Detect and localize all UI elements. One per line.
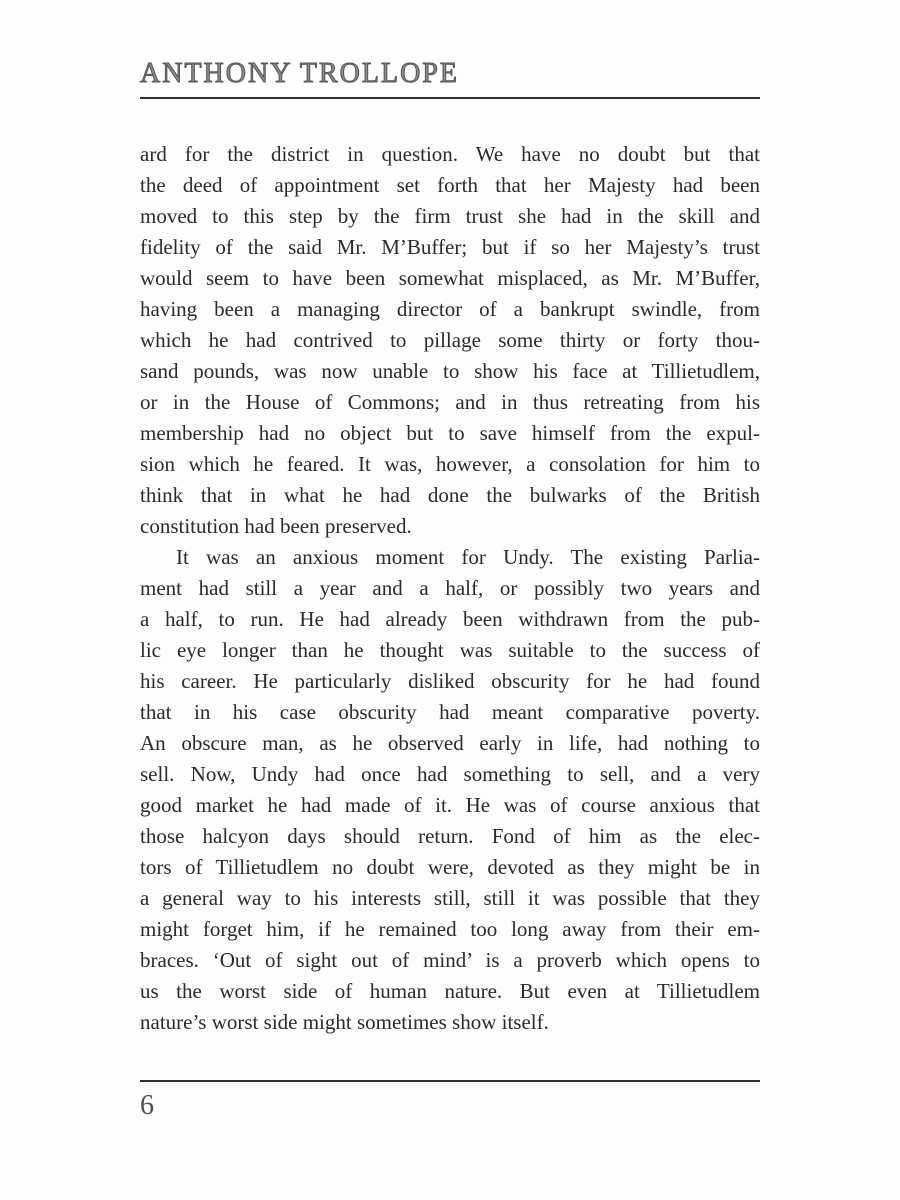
text-line: ment had still a year and a half, or possibly two years and bbox=[140, 576, 760, 600]
text-line: would seem to have been somewhat misplaced, as Mr. M’Buffer, bbox=[140, 266, 760, 290]
text-line: his career. He particularly disliked obscurity for he had found bbox=[140, 669, 760, 693]
text-line: tors of Tillietudlem no doubt were, devoted as they might be in bbox=[140, 855, 760, 879]
text-line: lic eye longer than he thought was suitable to the success of bbox=[140, 638, 760, 662]
text-line: membership had no object but to save himself from the expul- bbox=[140, 421, 760, 445]
text-line: those halcyon days should return. Fond of him as the elec- bbox=[140, 824, 760, 848]
text-line: a half, to run. He had already been withdrawn from the pub- bbox=[140, 607, 760, 631]
text-line: having been a managing director of a bankrupt swindle, from bbox=[140, 297, 760, 321]
text-line: might forget him, if he remained too long away from their em- bbox=[140, 917, 760, 941]
text-line: An obscure man, as he observed early in life, had nothing to bbox=[140, 731, 760, 755]
text-line: nature’s worst side might sometimes show itself. bbox=[140, 1010, 549, 1034]
text-line: that in his case obscurity had meant comparative poverty. bbox=[140, 700, 760, 724]
page-text bbox=[140, 139, 760, 1038]
text-line: braces. ‘Out of sight out of mind’ is a proverb which opens to bbox=[140, 948, 760, 972]
text-line: the deed of appointment set forth that her Majesty had been bbox=[140, 173, 760, 197]
text-line: sand pounds, was now unable to show his face at Tillietudlem, bbox=[140, 359, 760, 383]
page-footer bbox=[140, 1080, 760, 1122]
text-line: moved to this step by the firm trust she had in the skill and bbox=[140, 204, 760, 228]
page-number: 6 bbox=[140, 1090, 154, 1121]
text-line: a general way to his interests still, still it was possible that they bbox=[140, 886, 760, 910]
text-line: constitution had been preserved. bbox=[140, 514, 412, 538]
text-line: good market he had made of it. He was of course anxious that bbox=[140, 793, 760, 817]
text-line: ard for the district in question. We have no doubt but that bbox=[140, 142, 760, 166]
text-line: or in the House of Commons; and in thus retreating from his bbox=[140, 390, 760, 414]
text-line: us the worst side of human nature. But even at Tillietudlem bbox=[140, 979, 760, 1003]
text-line: think that in what he had done the bulwarks of the British bbox=[140, 483, 760, 507]
text-line: sion which he feared. It was, however, a consolation for him to bbox=[140, 452, 760, 476]
text-line: It was an anxious moment for Undy. The existing Parlia- bbox=[176, 545, 760, 569]
paragraph bbox=[140, 139, 760, 542]
text-line: sell. Now, Undy had once had something to sell, and a very bbox=[140, 762, 760, 786]
page-title: ANTHONY TROLLOPE bbox=[140, 58, 459, 89]
text-line: which he had contrived to pillage some thirty or forty thou- bbox=[140, 328, 760, 352]
paragraph bbox=[140, 542, 760, 1038]
running-header bbox=[140, 58, 760, 99]
text-line: fidelity of the said Mr. M’Buffer; but if so her Majesty’s trust bbox=[140, 235, 760, 259]
